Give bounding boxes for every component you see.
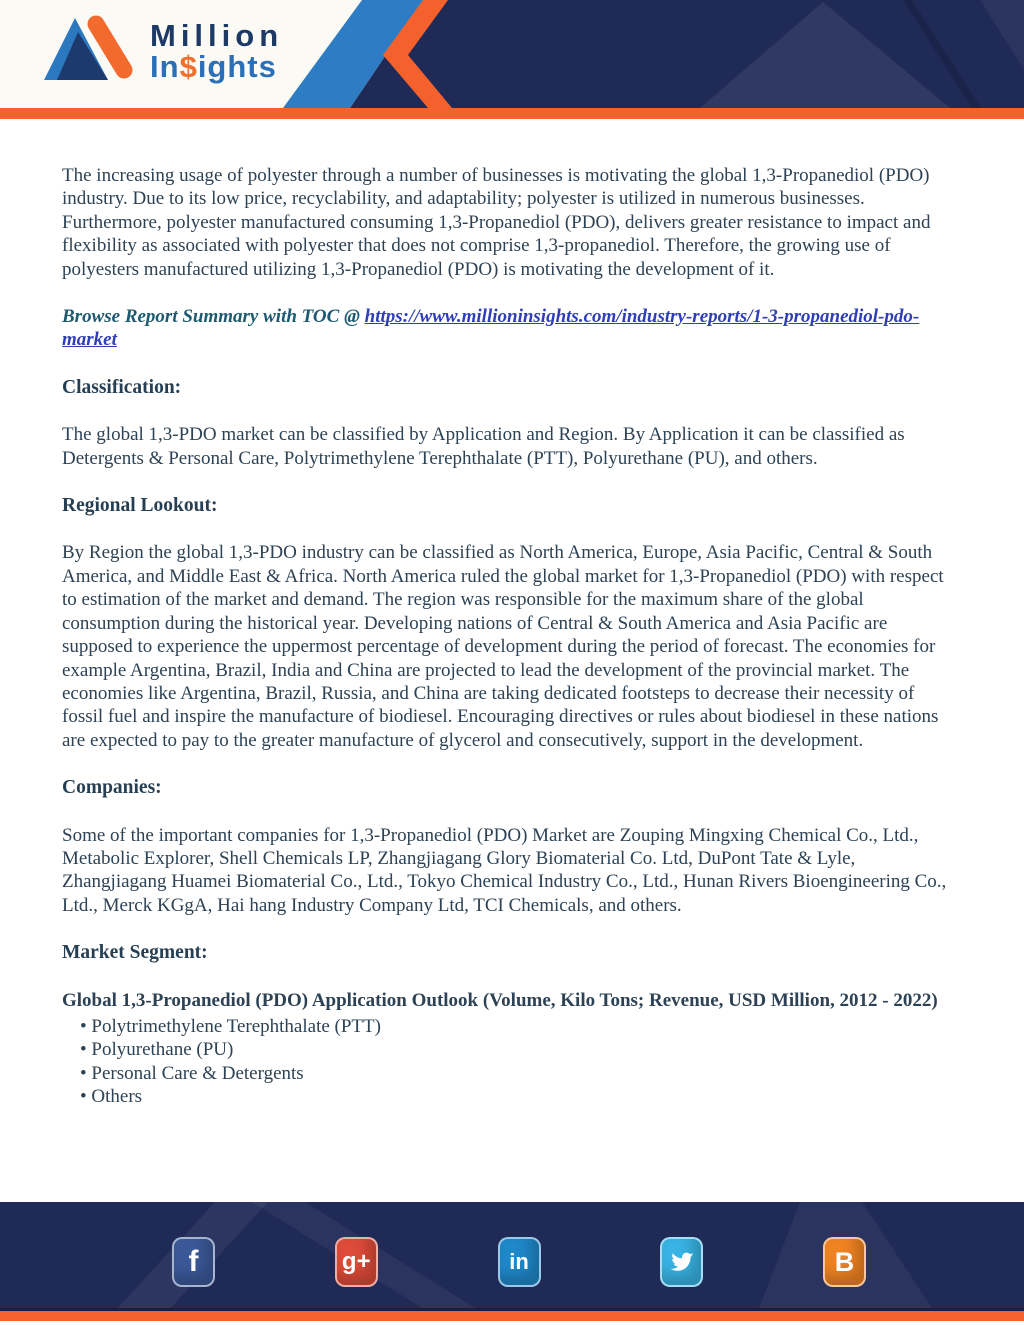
logo-mark-icon [44,14,136,86]
regional-lookout-heading: Regional Lookout: [62,495,218,517]
footer-orange-bar [0,1311,1024,1321]
twitter-icon[interactable] [660,1237,703,1287]
market-segment-heading: Market Segment: [62,942,208,964]
million-insights-logo [44,14,283,86]
report-body [62,164,960,1109]
footer-banner [0,1202,1024,1311]
logo-word-million: Million [150,18,284,53]
linkedin-icon[interactable]: in [498,1237,541,1287]
google-plus-icon[interactable]: g+ [335,1237,378,1287]
bullet-item: • Others [80,1085,960,1108]
logo-word-insights: In$ights [150,49,277,84]
companies-heading: Companies: [62,777,162,799]
classification-paragraph: The global 1,3-PDO market can be classified by Application and Region. By Application it can be classified as Detergents & Personal Care, Polytrimethylene Terephthalate (PTT), Polyurethane (PU), and others. [62,424,905,469]
bullet-item: • Polyurethane (PU) [80,1038,960,1061]
logo-text [150,14,283,82]
logo-dollar-icon: $ [179,49,198,84]
bullet-item: • Personal Care & Detergents [80,1062,960,1085]
social-icon-row [172,1237,866,1287]
header-banner [0,0,1024,108]
blogger-icon[interactable]: B [823,1237,866,1287]
bullet-item: • Polytrimethylene Terephthalate (PTT) [80,1015,960,1038]
regional-lookout-paragraph: By Region the global 1,3-PDO industry can be classified as North America, Europe, Asia Pacific, Central & South America, and Middle East & Africa. North America ruled the global market for 1,3-Propanediol (PDO) with respect to estimation of the market and demand. The region was responsible for the maximum share of the global consumption during the historical year. Developing nations of Central & South America and Asia Pacific are supposed to experience the uppermost percentage of development during the period of forecast. The economies for example Argentina, Brazil, India and China are projected to lead the development of the provincial market. The economies like Argentina, Brazil, Russia, and China are taking dedicated footsteps to decrease their necessity of fossil fuel and inspire the manufacture of biodiesel. Encouraging directives or rules about biodiesel in these nations are expected to pay to the greater manufacture of glycerol and consecutively, support in the development. [62,542,944,751]
companies-paragraph: Some of the important companies for 1,3-Propanediol (PDO) Market are Zouping Mingxing Chemical Co., Ltd., Metabolic Explorer, Shell Chemicals LP, Zhangjiagang Glory Biomaterial Co. Ltd, DuPont Tate & Lyle, Zhangjiagang Huamei Biomaterial Co., Ltd., Tokyo Chemical Industry Co., Ltd., Hunan Rivers Bioengineering Co., Ltd., Merck KGgA, Hai hang Industry Company Ltd, TCI Chemicals, and others. [62,824,947,916]
twitter-bird-icon [668,1248,696,1276]
application-bullet-list [62,1015,960,1109]
facebook-icon[interactable]: f [172,1237,215,1287]
browse-lead-text: Browse Report Summary with TOC @ [62,306,365,328]
report-toc-link[interactable]: https://www.millioninsights.com/industry-reports/1-3-propanediol-pdo-market [62,306,920,351]
application-outlook-heading: Global 1,3-Propanediol (PDO) Application Outlook (Volume, Kilo Tons; Revenue, USD Million, 2012 - 2022) [62,989,938,1011]
header-orange-bar [0,108,1024,119]
browse-report-line [62,305,960,352]
intro-paragraph: The increasing usage of polyester through a number of businesses is motivating the global 1,3-Propanediol (PDO) industry. Due to its low price, recyclability, and adaptability; polyester is utilized in numerous businesses. Furthermore, polyester manufactured consuming 1,3-Propanediol (PDO), delivers greater resistance to impact and flexibility as associated with polyester that does not comprise 1,3-propanediol. Therefore, the growing use of polyesters manufactured utilizing 1,3-Propanediol (PDO) is motivating the development of it. [62,165,931,280]
classification-heading: Classification: [62,376,182,398]
